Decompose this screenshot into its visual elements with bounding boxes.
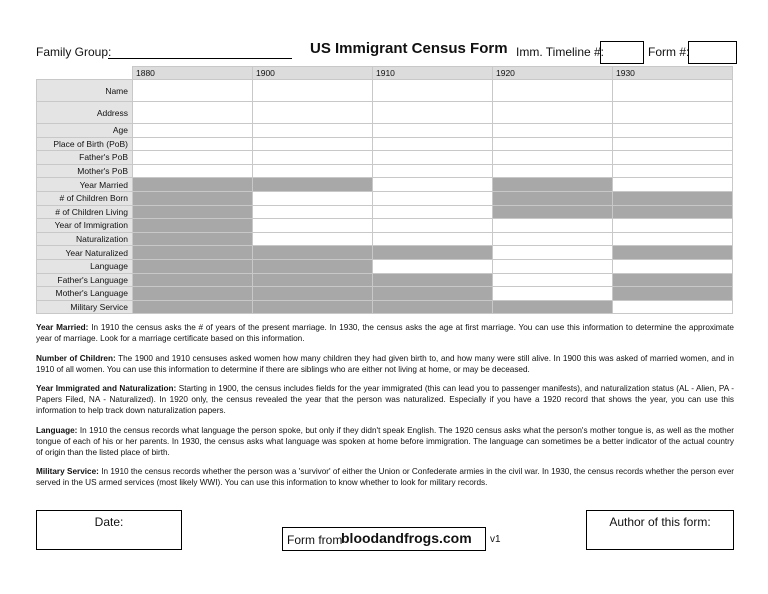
entry-cell-1910[interactable] [373, 124, 493, 138]
entry-cell-1920[interactable] [493, 164, 613, 178]
form-number-field[interactable] [688, 41, 737, 64]
shaded-cell-1900 [253, 287, 373, 301]
note-heading: Military Service: [36, 467, 99, 477]
note-children [36, 353, 734, 375]
entry-cell-1930[interactable] [613, 178, 733, 192]
entry-cell-1920[interactable] [493, 246, 613, 260]
table-row [37, 287, 733, 301]
row-label: Father's Language [37, 273, 133, 287]
entry-cell-1900[interactable] [253, 164, 373, 178]
entry-cell-1930[interactable] [613, 151, 733, 165]
shaded-cell-1910 [373, 300, 493, 314]
year-header-1930: 1930 [613, 67, 733, 80]
table-row [37, 151, 733, 165]
entry-cell-1900[interactable] [253, 232, 373, 246]
table-row [37, 205, 733, 219]
row-label: Year of Immigration [37, 219, 133, 233]
entry-cell-1910[interactable] [373, 164, 493, 178]
notes-section [36, 322, 734, 497]
entry-cell-1920[interactable] [493, 151, 613, 165]
entry-cell-1920[interactable] [493, 273, 613, 287]
table-row [37, 164, 733, 178]
entry-cell-1930[interactable] [613, 219, 733, 233]
entry-cell-1920[interactable] [493, 219, 613, 233]
shaded-cell-1880 [133, 232, 253, 246]
row-label: Father's PoB [37, 151, 133, 165]
table-row [37, 273, 733, 287]
date-label: Date: [94, 515, 124, 529]
entry-cell-1910[interactable] [373, 219, 493, 233]
shaded-cell-1900 [253, 178, 373, 192]
version-label: v1 [490, 534, 501, 545]
source-box [282, 527, 486, 551]
note-text: In 1910 the census asks the # of years of the present marriage. In 1930, the census asks the age at first marriage. You can use this information to determine the approximate year of marriage. Look for a marriage certificate based on this information. [36, 323, 734, 343]
table-row [37, 300, 733, 314]
shaded-cell-1880 [133, 246, 253, 260]
table-row [37, 178, 733, 192]
shaded-cell-1930 [613, 205, 733, 219]
row-label: Naturalization [37, 232, 133, 246]
shaded-cell-1920 [493, 205, 613, 219]
family-group-field[interactable] [108, 58, 292, 59]
census-table [36, 66, 733, 314]
shaded-cell-1880 [133, 300, 253, 314]
table-row [37, 137, 733, 151]
entry-cell-1930[interactable] [613, 259, 733, 273]
shaded-cell-1920 [493, 191, 613, 205]
entry-cell-1930[interactable] [613, 137, 733, 151]
table-row [37, 246, 733, 260]
entry-cell-1920[interactable] [493, 102, 613, 124]
entry-cell-1920[interactable] [493, 287, 613, 301]
entry-cell-1880[interactable] [133, 102, 253, 124]
shaded-cell-1910 [373, 287, 493, 301]
row-label: Language [37, 259, 133, 273]
family-group-label: Family Group: [36, 45, 112, 59]
entry-cell-1910[interactable] [373, 80, 493, 102]
shaded-cell-1900 [253, 259, 373, 273]
entry-cell-1900[interactable] [253, 137, 373, 151]
shaded-cell-1880 [133, 287, 253, 301]
shaded-cell-1900 [253, 273, 373, 287]
entry-cell-1910[interactable] [373, 191, 493, 205]
entry-cell-1900[interactable] [253, 102, 373, 124]
table-row [37, 219, 733, 233]
row-label: Military Service [37, 300, 133, 314]
shaded-cell-1910 [373, 246, 493, 260]
row-label: Year Married [37, 178, 133, 192]
entry-cell-1910[interactable] [373, 178, 493, 192]
table-row [37, 232, 733, 246]
entry-cell-1910[interactable] [373, 137, 493, 151]
entry-cell-1930[interactable] [613, 102, 733, 124]
note-text: In 1910 the census records whether the person was a 'survivor' of either the Union or Confederate armies in the civil war. In 1930, the census records whether the person ever served in the US armed services (most likely WWI). You can use this information to know whether to look for military records. [36, 467, 734, 488]
year-header-row [37, 67, 733, 80]
table-row [37, 102, 733, 124]
entry-cell-1930[interactable] [613, 232, 733, 246]
entry-cell-1880[interactable] [133, 164, 253, 178]
year-header-1900: 1900 [253, 67, 373, 80]
row-label: Name [37, 80, 133, 102]
note-immigration [36, 383, 734, 416]
table-row [37, 259, 733, 273]
imm-timeline-field[interactable] [600, 41, 644, 64]
table-row [37, 124, 733, 138]
row-label: Place of Birth (PoB) [37, 137, 133, 151]
shaded-cell-1930 [613, 287, 733, 301]
entry-cell-1920[interactable] [493, 137, 613, 151]
source-site-link[interactable]: bloodandfrogs.com [341, 530, 472, 546]
entry-cell-1900[interactable] [253, 205, 373, 219]
entry-cell-1930[interactable] [613, 300, 733, 314]
form-title: US Immigrant Census Form [310, 40, 508, 57]
author-label: Author of this form: [609, 515, 711, 529]
entry-cell-1930[interactable] [613, 164, 733, 178]
entry-cell-1900[interactable] [253, 219, 373, 233]
row-label: Mother's PoB [37, 164, 133, 178]
shaded-cell-1930 [613, 273, 733, 287]
note-military [36, 466, 734, 488]
note-heading: Year Immigrated and Naturalization: [36, 384, 177, 394]
row-label: # of Children Born [37, 191, 133, 205]
note-year-married [36, 322, 734, 344]
author-field[interactable] [586, 510, 734, 550]
entry-cell-1910[interactable] [373, 259, 493, 273]
entry-cell-1910[interactable] [373, 232, 493, 246]
year-header-1910: 1910 [373, 67, 493, 80]
year-header-1920: 1920 [493, 67, 613, 80]
entry-cell-1880[interactable] [133, 80, 253, 102]
shaded-cell-1880 [133, 191, 253, 205]
entry-cell-1880[interactable] [133, 124, 253, 138]
table-corner [37, 67, 133, 80]
shaded-cell-1910 [373, 273, 493, 287]
entry-cell-1910[interactable] [373, 102, 493, 124]
entry-cell-1910[interactable] [373, 151, 493, 165]
entry-cell-1900[interactable] [253, 151, 373, 165]
note-text: Starting in 1900, the census includes fields for the year immigrated (this can lead you to passenger manifests), and naturalization status (AL - Alien, PA - Papers Filed, NA - Naturalized). In 1920 only, the census revealed the year that the person was naturalized. Especially if you have a 1920 record that shows the year, you can use this information to help track down naturalization papers. [36, 384, 734, 416]
row-label: Mother's Language [37, 287, 133, 301]
note-text: The 1900 and 1910 censuses asked women how many children they had given birth to, and how many were still alive. In 1900 this was asked of married women, and in 1910 of all women. You can use this information to determine if there are siblings who are either not living at home, or may be deceased. [36, 353, 734, 374]
row-label: Year Naturalized [37, 246, 133, 260]
note-heading: Number of Children: [36, 353, 116, 363]
shaded-cell-1930 [613, 191, 733, 205]
note-heading: Year Married: [36, 323, 89, 332]
note-language [36, 425, 734, 458]
entry-cell-1930[interactable] [613, 124, 733, 138]
row-label: # of Children Living [37, 205, 133, 219]
entry-cell-1920[interactable] [493, 259, 613, 273]
shaded-cell-1880 [133, 178, 253, 192]
shaded-cell-1880 [133, 259, 253, 273]
entry-cell-1930[interactable] [613, 80, 733, 102]
entry-cell-1920[interactable] [493, 232, 613, 246]
year-header-1880: 1880 [133, 67, 253, 80]
entry-cell-1900[interactable] [253, 80, 373, 102]
entry-cell-1900[interactable] [253, 124, 373, 138]
table-row [37, 80, 733, 102]
form-header [36, 40, 736, 66]
shaded-cell-1920 [493, 178, 613, 192]
date-field[interactable] [36, 510, 182, 550]
shaded-cell-1930 [613, 246, 733, 260]
shaded-cell-1880 [133, 219, 253, 233]
imm-timeline-label: Imm. Timeline #: [516, 45, 605, 59]
shaded-cell-1900 [253, 300, 373, 314]
row-label: Address [37, 102, 133, 124]
entry-cell-1920[interactable] [493, 124, 613, 138]
shaded-cell-1880 [133, 273, 253, 287]
note-heading: Language: [36, 425, 78, 435]
entry-cell-1880[interactable] [133, 151, 253, 165]
row-label: Age [37, 124, 133, 138]
note-text: In 1910 the census records what language the person spoke, but only if they didn't speak English. The 1920 census asks what the person's mother tongue is, as well as the mother tongue of each of his or her parents. In 1930, the census asks what language was spoken at home before immigration. The language can sometimes be a better indicator of the actual country of origin than the listed place of birth. [36, 425, 734, 457]
table-row [37, 191, 733, 205]
source-prefix: Form from [287, 533, 343, 547]
form-number-label: Form #: [648, 45, 690, 59]
shaded-cell-1880 [133, 205, 253, 219]
shaded-cell-1900 [253, 246, 373, 260]
census-table-body [37, 80, 733, 314]
shaded-cell-1920 [493, 300, 613, 314]
entry-cell-1900[interactable] [253, 191, 373, 205]
entry-cell-1920[interactable] [493, 80, 613, 102]
entry-cell-1880[interactable] [133, 137, 253, 151]
entry-cell-1910[interactable] [373, 205, 493, 219]
